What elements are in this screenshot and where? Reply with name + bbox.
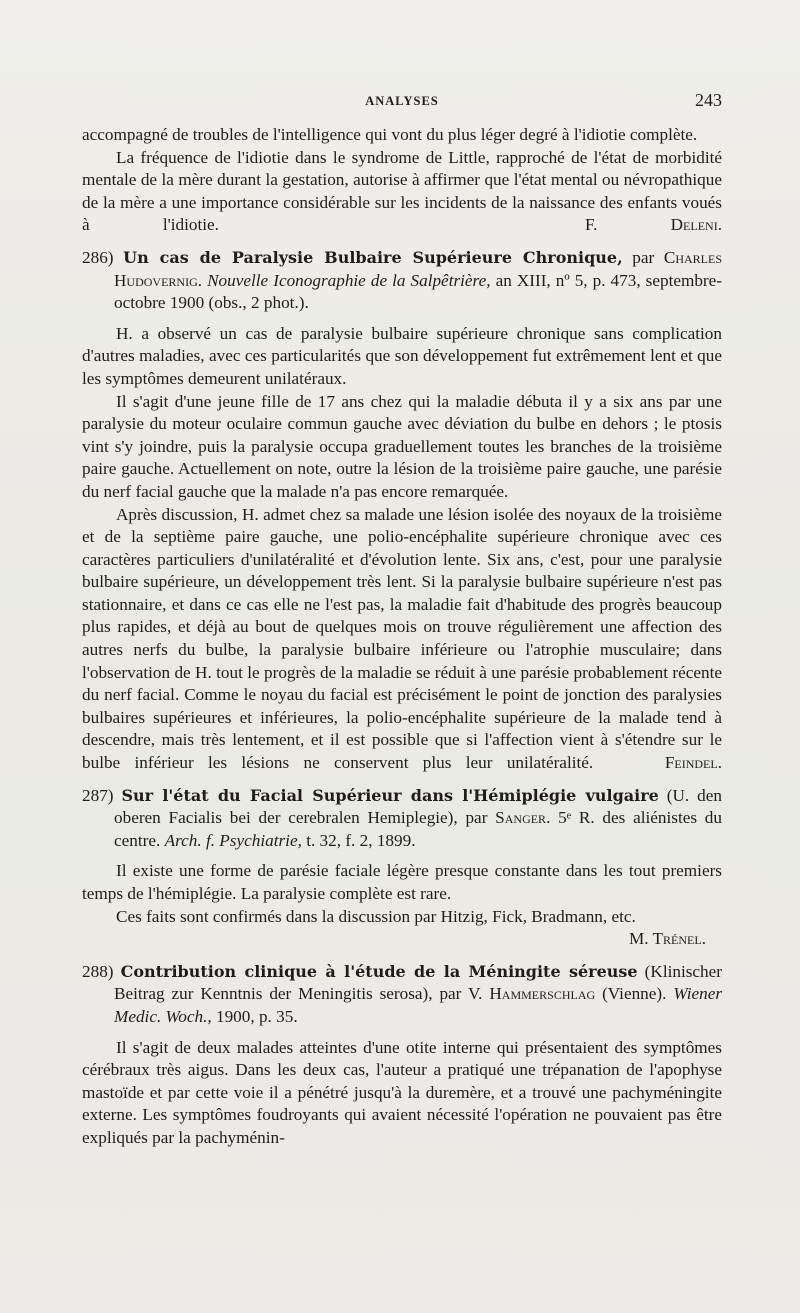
entry-author-prefix: par bbox=[622, 247, 664, 267]
entry-author: Charles Hudovernig bbox=[114, 247, 723, 290]
entry-citation: 1900, p. 35. bbox=[211, 1006, 298, 1026]
entry-author: Sanger bbox=[495, 808, 547, 828]
entry-title: Un cas de Paralysie Bulbaire Supérieure Chronique, bbox=[123, 247, 623, 267]
entry-286-paragraph-1: H. a observé un cas de paralysie bulbaire supérieure chronique sans complication d'autres maladies, avec ces particularités que son développement fut extrêmement lent et que les symptômes demeurent unilatéraux. bbox=[82, 323, 722, 388]
signature-trenel-text: M. Trénel. bbox=[628, 929, 706, 949]
entry-286 bbox=[82, 247, 722, 775]
entry-citation: an XIII, nº 5, p. 473, septembre-octobre 1900 (obs., 2 phot.). bbox=[114, 270, 723, 313]
entry-journal: Arch. f. Psychiatrie, bbox=[164, 830, 302, 850]
entry-number: 288) bbox=[82, 961, 114, 981]
signature-feindel: Feindel. bbox=[664, 753, 723, 773]
signature-deleni: F. Deleni. bbox=[584, 215, 722, 235]
signature-trenel bbox=[82, 928, 722, 951]
entry-288-paragraph-1: Il s'agit de deux malades atteintes d'une otite interne qui présentaient des symptômes cérébraux très aigus. Dans les deux cas, l'auteur a pratiqué une trépanation de l'apophyse mastoïde et par cette voie il a pénétré jusqu'à la duremère, et a trouvé une pachyméningite externe. Les symptômes foudroyants qui avaient nécessité l'opération ne pouvaient pas être expliqués par la pachyménin- bbox=[82, 1037, 722, 1147]
intro-paragraph-1: accompagné de troubles de l'intelligence qui vont du plus léger degré à l'idiotie complète. bbox=[82, 125, 698, 144]
entry-286-paragraph-2: Il s'agit d'une jeune fille de 17 ans chez qui la maladie débuta il y a six ans par une paralysie du moteur oculaire commun gauche avec déviation du bulbe en dehors ; le ptosis vint s'y joindre, puis la paralysie occupa graduellement toutes les branches de la troisième paire gauche. Actuellement on note, outre la lésion de la troisième paire gauche, une parésie du nerf facial gauche que la malade n'a pas encore remarquée. bbox=[82, 391, 722, 501]
page-header bbox=[82, 90, 722, 114]
entry-title: Contribution clinique à l'étude de la Méningite séreuse bbox=[120, 961, 638, 981]
entry-journal: Wiener Medic. Woch., bbox=[114, 984, 723, 1026]
entry-287-heading bbox=[82, 785, 722, 853]
entry-number: 286) bbox=[82, 247, 114, 267]
entry-subtitle: (U. den oberen Facialis bei der cerebralen Hemiplegie), par bbox=[114, 785, 722, 828]
entry-287-paragraph-1: Il existe une forme de parésie faciale légère presque constante dans les tout premiers temps de l'hémiplégie. La paralysie complète est rare. bbox=[82, 861, 722, 903]
entry-after-author: . 5ᵉ R. des aliénistes du centre. bbox=[114, 808, 722, 850]
entry-subtitle: (Klinischer Beitrag zur Kenntnis der Meningitis serosa), par V. bbox=[114, 961, 723, 1004]
entry-citation: t. 32, f. 2, 1899. bbox=[301, 830, 416, 850]
entry-title: Sur l'état du Facial Supérieur dans l'Hémiplégie vulgaire bbox=[121, 785, 659, 805]
intro-paragraph-2 bbox=[82, 147, 722, 237]
entry-286-heading: 286) Un cas de Paralysie Bulbaire Supérieure Chronique, par Charles Hudovernig. Nouvelle Iconographie de la Salpêtrière, an XIII, nº 5, p. 473, septembre-octobre 1900 (obs., 2 phot.). bbox=[82, 247, 723, 313]
entry-288 bbox=[82, 961, 722, 1150]
intro-continuation bbox=[82, 124, 722, 237]
entry-288-heading bbox=[82, 961, 722, 1029]
entry-journal: Nouvelle Iconographie de la Salpêtrière, bbox=[207, 270, 491, 290]
entry-287-paragraph-2: Ces faits sont confirmés dans la discussion par Hitzig, Fick, Bradmann, etc. bbox=[116, 906, 636, 926]
entry-286-paragraph-3-text: Après discussion, H. admet chez sa malade une lésion isolée des noyaux de la troisième et de la septième paire gauche, une polio-encéphalite supérieure chronique avec ces caractères particuliers d'unilatéralité et d'évolution lente. Six ans, c'est, pour une paralysie bulbaire supérieure, un développement très lent. Si la paralysie bulbaire supérieure n'est pas stationnaire, et dans ce cas elle ne l'est pas, la maladie fait d'habitude des progrès beaucoup plus rapides, et déjà au bout de quelques mois on trouve régulièrement une affection des autres nerfs du bulbe, la paralysie bulbaire inférieure ou l'atrophie musculaire; dans l'observation de H. tout le progrès de la maladie se réduit à une parésie probablement récente du nerf facial. Comme le noyau du facial est précisément le point de jonction des paralysies bulbaires supérieures et inférieures, la polio-encéphalite supérieure de la malade tend à descendre, mais très lentement, et il est possible que si l'affection vient à s'étendre sur le bulbe inférieur les lésions ne conservent plus leur unilatéralité. bbox=[82, 504, 722, 773]
entry-286-paragraph-3 bbox=[82, 504, 722, 775]
body-text bbox=[82, 124, 722, 1150]
entry-number: 287) bbox=[82, 785, 114, 805]
entry-author: Hammerschlag bbox=[489, 984, 596, 1004]
entry-after-author: (Vienne). bbox=[595, 984, 674, 1004]
intro-paragraph-2-text: La fréquence de l'idiotie dans le syndrome de Little, rapproché de l'état de morbidité mentale de la mère durant la gestation, autorise à affirmer que l'état mental ou névropathique de la mère a une importance considérable sur les incidents de la naissance des enfants voués à l'idiotie. bbox=[82, 147, 722, 235]
entry-287 bbox=[82, 785, 722, 951]
page-number: 243 bbox=[695, 90, 722, 110]
running-title: ANALYSES bbox=[365, 94, 439, 108]
